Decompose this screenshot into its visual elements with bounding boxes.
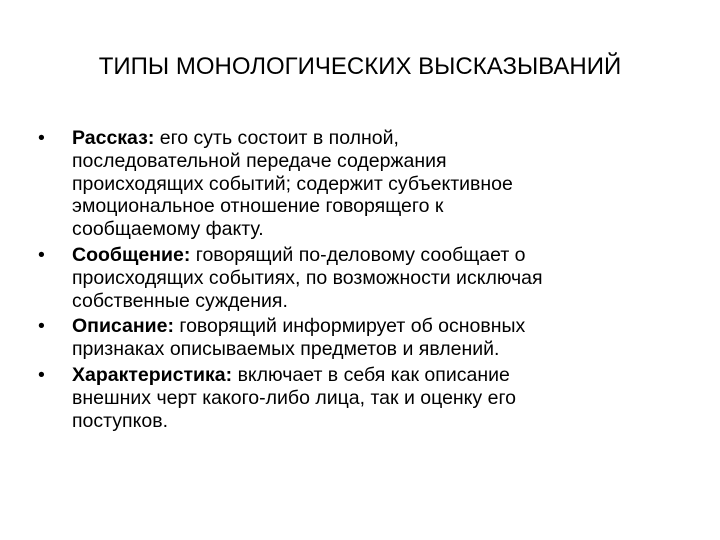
bullet-icon: • xyxy=(38,315,45,338)
item-text: сообщаемому факту. xyxy=(72,218,264,241)
bullet-icon: • xyxy=(38,243,45,266)
bullet-list xyxy=(38,127,678,435)
list-item xyxy=(38,244,678,312)
item-text: поступков. xyxy=(72,409,168,432)
item-first-line xyxy=(72,127,678,150)
item-text: говорящий по-деловому сообщает о xyxy=(190,243,526,266)
item-text: происходящих событий; содержит субъективное xyxy=(72,172,513,195)
item-first-line xyxy=(72,244,678,267)
item-text: эмоциональное отношение говорящего к xyxy=(72,195,444,218)
item-text: собственные суждения. xyxy=(72,289,288,312)
item-text: происходящих событиях, по возможности исключая xyxy=(72,266,543,289)
list-item xyxy=(38,315,678,361)
item-first-line xyxy=(72,364,678,387)
item-term: Рассказ: xyxy=(72,127,155,149)
item-term: Описание: xyxy=(72,315,174,338)
item-term: Сообщение: xyxy=(72,243,191,266)
item-text: говорящий информирует об основных xyxy=(173,315,526,338)
list-item xyxy=(38,364,678,432)
item-text: его суть состоит в полной, xyxy=(154,127,399,149)
item-first-line xyxy=(72,315,678,338)
bullet-icon: • xyxy=(38,127,45,149)
item-text: последовательной передаче содержания xyxy=(72,149,447,172)
item-text: включает в себя как описание xyxy=(232,363,510,386)
bullet-icon: • xyxy=(38,363,45,386)
list-item xyxy=(38,127,678,241)
item-text: внешних черт какого-либо лица, так и оценку его xyxy=(72,386,516,409)
slide-title: ТИПЫ МОНОЛОГИЧЕСКИХ ВЫСКАЗЫВАНИЙ xyxy=(98,53,622,80)
item-text: признаках описываемых предметов и явлений. xyxy=(72,338,500,361)
item-term: Характеристика: xyxy=(72,363,233,386)
